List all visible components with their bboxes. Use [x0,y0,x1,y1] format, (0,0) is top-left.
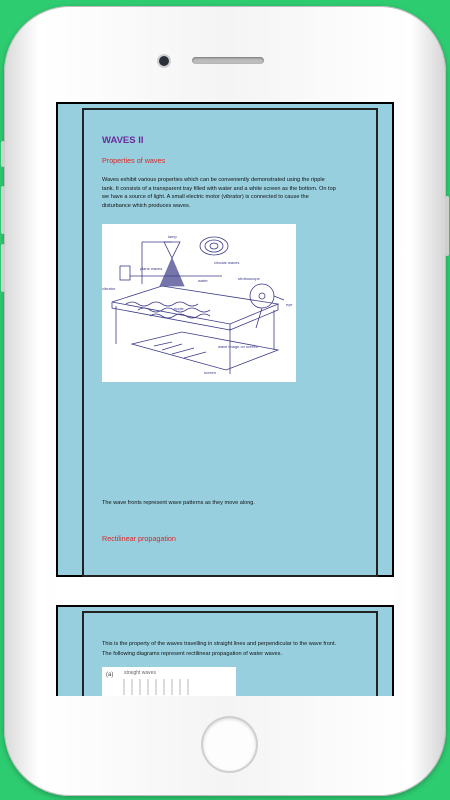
rectilinear-figure [102,667,236,696]
section-heading-rectilinear: Rectilinear propagation [102,534,176,543]
speaker-grille [192,57,264,64]
figure-label-wave-image: wave image on screen [218,344,259,349]
home-button[interactable] [203,718,256,771]
figure-label-eye: eye [286,302,293,307]
volume-up-button [1,186,5,234]
figure-label-plane-waves: plane waves [140,266,163,271]
straight-waves-diagram [102,667,236,696]
figure-label-lamp: lamp [168,234,177,239]
app-screen[interactable] [56,102,394,696]
figure-caption-straight-waves: straight waves [124,670,156,676]
figure-label-screen: screen [204,370,217,375]
paragraph-rectilinear: This is the property of the waves travelling in straight lines and perpendicular to the wave front. The following diagrams represent rectilinear propagation of water waves. [102,641,337,657]
figure-label-stroboscope: stroboscope [238,276,260,281]
figure-label-vibrator: vibrator [102,286,116,291]
ripple-tank-figure [102,224,296,382]
figure-label-water: water [198,278,208,283]
power-button [445,196,449,256]
figure-label-ripple: ripple [174,306,184,311]
figure-part-label: (a) [106,672,114,678]
ripple-tank-diagram [102,224,296,382]
mute-switch [1,141,5,167]
paragraph-properties: Waves exhibit various properties which can be conveniently demonstrated using the ripple tank. It consists of a transparent tray filled with water and a white screen as the bottom. On top we have a source of light. A small electric motor (vibrator) is connected to cause the disturbance which produces waves. [102,177,336,209]
page-title: WAVES II [102,135,144,146]
volume-down-button [1,244,5,292]
front-camera-icon [159,56,169,66]
figure-caption: The wave fronts represent wave patterns as they move along. [102,500,255,506]
figure-label-circular-waves: circular waves [214,260,240,265]
section-heading-properties: Properties of waves [102,156,166,165]
